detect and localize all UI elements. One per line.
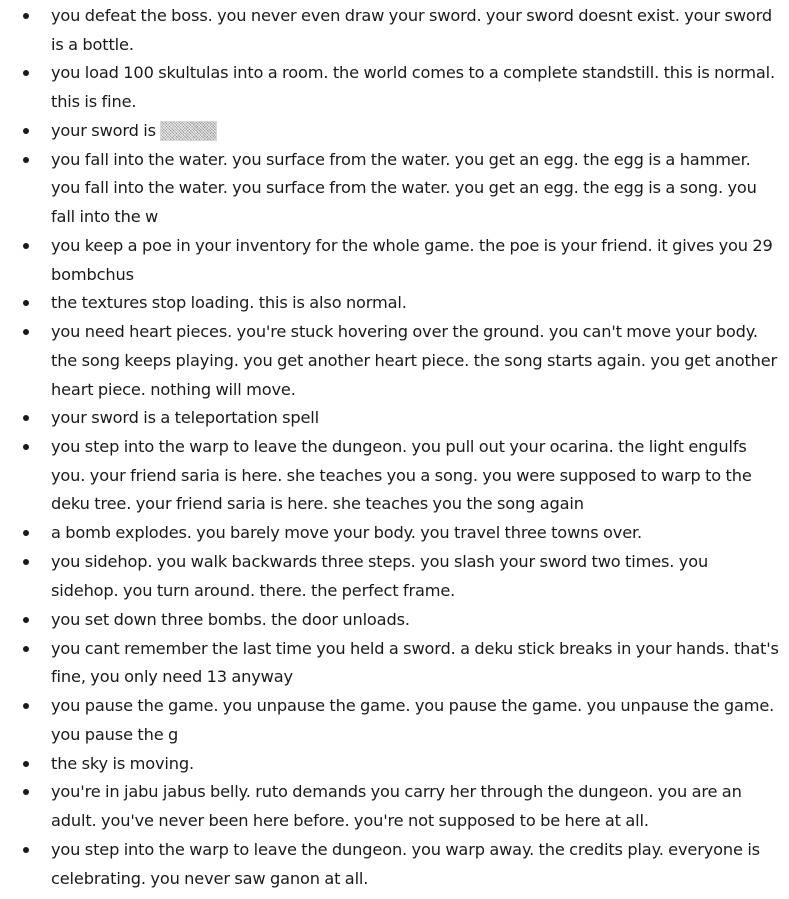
list-item-text: you're in jabu jabus belly. ruto demands you carry her through the dungeon. you are an adult. you've never been here before. you're not supposed to be here at all.: [51, 782, 742, 831]
bullet-icon: [23, 13, 29, 19]
list-item-text: you defeat the boss. you never even draw your sword. your sword doesnt exist. your sword is a bottle.: [51, 6, 773, 54]
redacted-block: [160, 121, 217, 141]
list-item: [0, 433, 789, 519]
list-item: [0, 778, 789, 835]
list-item-text: you step into the warp to leave the dungeon. you pull out your ocarina. the light engulfs you. your friend saria is here. she teaches you a song. you were supposed to warp to the deku tree. your friend saria is here. she teaches you the song again: [51, 437, 752, 514]
list-item-text: the sky is moving.: [51, 753, 194, 773]
list-item: [0, 59, 789, 116]
bullet-icon: [23, 444, 29, 450]
bullet-icon: [23, 847, 29, 853]
bullet-icon: [23, 530, 29, 536]
list-item: [0, 548, 789, 605]
bullet-icon: [23, 646, 29, 652]
bullet-icon: [23, 703, 29, 709]
list-item: [0, 519, 789, 548]
bullet-icon: [23, 243, 29, 249]
list-item: [0, 289, 789, 318]
document-body: [0, 2, 789, 893]
list-item: [0, 836, 789, 893]
bullet-icon: [23, 329, 29, 335]
list-item-text: you step into the warp to leave the dungeon. you warp away. the credits play. everyone is celebrating. you never saw ganon at all.: [51, 839, 760, 888]
list-item: [0, 117, 789, 146]
list-item-text: you set down three bombs. the door unloads.: [51, 609, 410, 629]
bullet-icon: [23, 761, 29, 767]
list-item: [0, 232, 789, 289]
list-item: [0, 146, 789, 232]
bullet-icon: [23, 559, 29, 565]
bullet-icon: [23, 70, 29, 76]
list-item-text: the textures stop loading. this is also normal.: [51, 293, 407, 313]
list-item-text: you keep a poe in your inventory for the whole game. the poe is your friend. it gives you 29 bombchus: [51, 235, 773, 284]
list-item: [0, 635, 789, 692]
list-item-text: you sidehop. you walk backwards three steps. you slash your sword two times. you sidehop. you turn around. there. the perfect frame.: [51, 552, 709, 600]
bullet-icon: [23, 300, 29, 306]
list-item-text: you load 100 skultulas into a room. the world comes to a complete standstill. this is normal. this is fine.: [51, 63, 775, 112]
list-item: [0, 2, 789, 59]
list-item-text: you fall into the water. you surface from the water. you get an egg. the egg is a hammer. you fall into the water. you surface from the water. you get an egg. the egg is a song. you fall into the w: [51, 149, 757, 227]
bullet-list: [0, 2, 789, 893]
list-item: [0, 692, 789, 749]
list-item-text: your sword is: [51, 120, 156, 140]
bullet-icon: [23, 789, 29, 795]
list-item: [0, 404, 789, 433]
list-item-text: your sword is a teleportation spell: [51, 408, 319, 428]
list-item: [0, 750, 789, 779]
list-item: [0, 318, 789, 404]
list-item-text: a bomb explodes. you barely move your body. you travel three towns over.: [51, 523, 643, 543]
list-item-text: you need heart pieces. you're stuck hovering over the ground. you can't move your body. the song keeps playing. you get another heart piece. the song starts again. you get another heart piece. nothing will move.: [51, 322, 778, 399]
bullet-icon: [23, 617, 29, 623]
bullet-icon: [23, 128, 29, 134]
bullet-icon: [23, 157, 29, 163]
list-item-text: you cant remember the last time you held a sword. a deku stick breaks in your hands. that's fine, you only need 13 anyway: [51, 638, 779, 687]
list-item-text: you pause the game. you unpause the game. you pause the game. you unpause the game. you pause the g: [51, 696, 775, 744]
bullet-icon: [23, 415, 29, 421]
list-item: [0, 606, 789, 635]
